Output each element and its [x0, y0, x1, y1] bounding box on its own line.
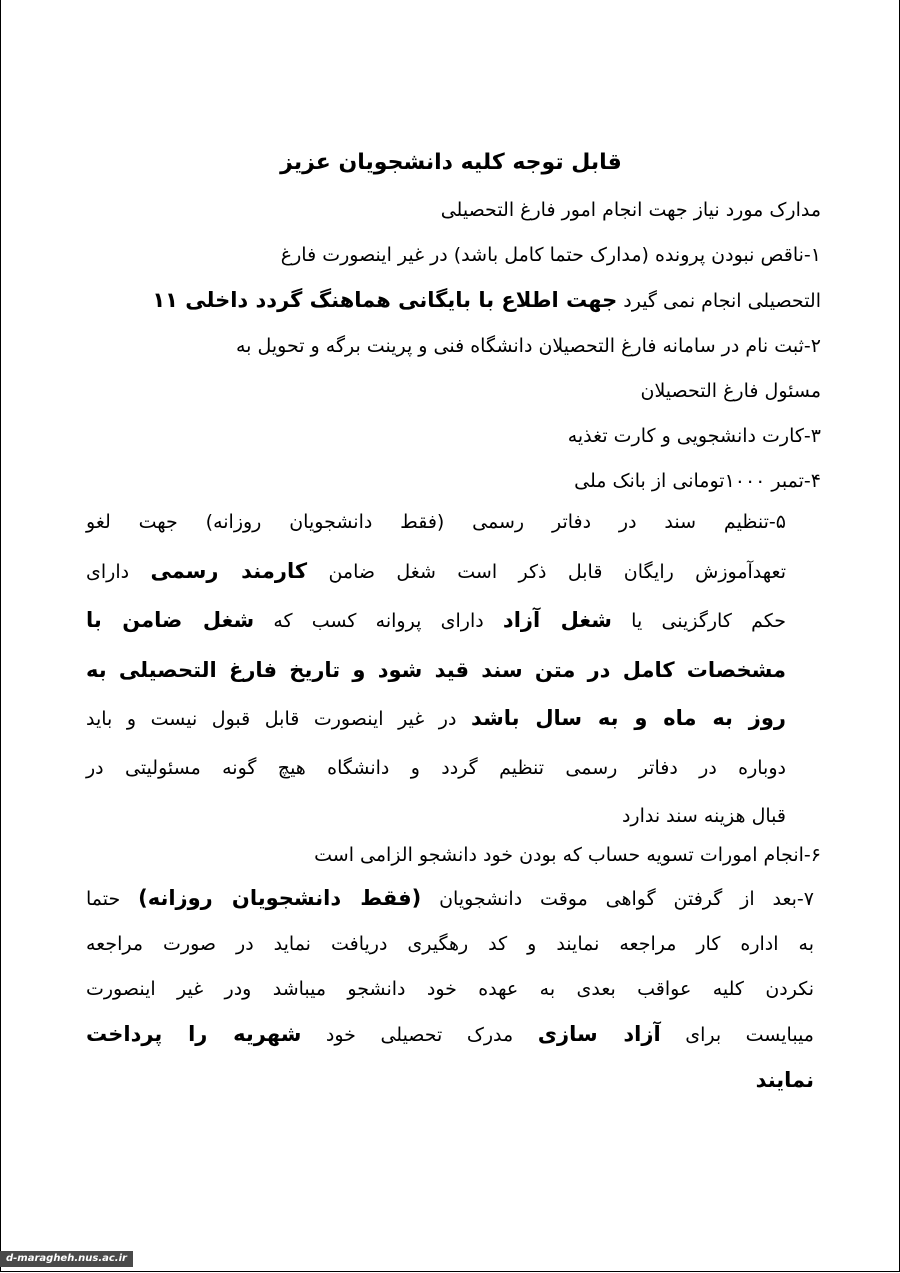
item5-line5-a: روز به ماه و به سال باشد — [470, 706, 786, 730]
item7-line4-a: میبایست برای — [660, 1024, 814, 1046]
item7-line4-b: آزاد سازی — [537, 1022, 661, 1046]
intro-and-items-1-4 — [91, 188, 821, 504]
item6-text: ۶-انجام امورات تسویه حساب که بودن خود دانشجو الزامی است — [314, 844, 821, 866]
intro-text: مدارک مورد نیاز جهت انجام امور فارغ التحصیلی — [440, 199, 821, 221]
item4-text: ۴-تمبر ۱۰۰۰تومانی از بانک ملی — [574, 470, 821, 492]
item5-line1: ۵-تنظیم سند در دفاتر رسمی (فقط دانشجویان روزانه) جهت لغو — [86, 511, 786, 533]
item5-line6: دوباره در دفاتر رسمی تنظیم گردد و دانشگاه هیچ گونه مسئولیتی در — [86, 756, 786, 779]
item7-line4-c: مدرک تحصیلی خود — [301, 1024, 538, 1046]
item5-line2-b: کارمند رسمی — [150, 558, 308, 583]
item7-line5: نمایند — [755, 1068, 814, 1092]
item7-line1 — [86, 876, 814, 922]
item5-line2-a: تعهدآموزش رایگان قابل ذکر است شغل ضامن — [307, 560, 786, 583]
item5-line5 — [86, 694, 786, 744]
item5-line3-d: شغل ضامن با — [86, 608, 255, 632]
item7-line4 — [86, 1012, 814, 1058]
item7-line1-c: حتما — [86, 888, 139, 910]
item5-line4: مشخصات کامل در متن سند قید شود و تاریخ فارغ التحصیلی به — [86, 657, 786, 682]
item1-line2-a: التحصیلی انجام نمی گیرد — [617, 290, 821, 312]
item5-line3-b: شغل آزاد — [502, 608, 612, 632]
item5-line3-c: دارای پروانه کسب که — [254, 610, 503, 632]
item5-line7: قبال هزینه سند ندارد — [621, 805, 786, 827]
item7-line4-d: شهریه را پرداخت — [86, 1022, 302, 1046]
item2-line1: ۲-ثبت نام در سامانه فارغ التحصیلان دانشگاه فنی و پرینت برگه و تحویل به — [235, 335, 821, 357]
item1-line1: ۱-ناقص نبودن پرونده (مدارک حتما کامل باشد) در غیر اینصورت فارغ — [280, 244, 821, 266]
item5-line3 — [86, 596, 786, 646]
item5-line5-b: در غیر اینصورت قابل قبول نیست و باید — [86, 708, 471, 730]
item7-line2: به اداره کار مراجعه نمایند و کد رهگیری دریافت نماید در صورت مراجعه — [86, 933, 814, 955]
site-watermark: d-maragheh.nus.ac.ir — [0, 1251, 133, 1267]
item7-line1-a: ۷-بعد از گرفتن گواهی موقت دانشجویان — [421, 888, 814, 910]
item1-line2-b: جهت اطلاع با بایگانی هماهنگ گردد داخلی ۱۱ — [152, 288, 618, 312]
item7-paragraph — [86, 876, 814, 1103]
item7-line1-b: (فقط دانشجویان روزانه) — [138, 886, 422, 910]
item5-line3-a: حکم کارگزینی یا — [611, 610, 786, 632]
item5-line2-c: دارای — [86, 560, 151, 583]
item5-paragraph — [86, 498, 786, 841]
item2-line2: مسئول فارغ التحصیلان — [640, 380, 821, 402]
item3-text: ۳-کارت دانشجویی و کارت تغذیه — [567, 425, 821, 447]
item5-line2 — [86, 547, 786, 597]
item1-line2 — [91, 278, 821, 324]
page-title: قابل توجه کلیه دانشجویان عزیز — [280, 150, 622, 175]
item7-line3: نکردن کلیه عواقب بعدی به عهده خود دانشجو میباشد ودر غیر اینصورت — [86, 978, 814, 1000]
